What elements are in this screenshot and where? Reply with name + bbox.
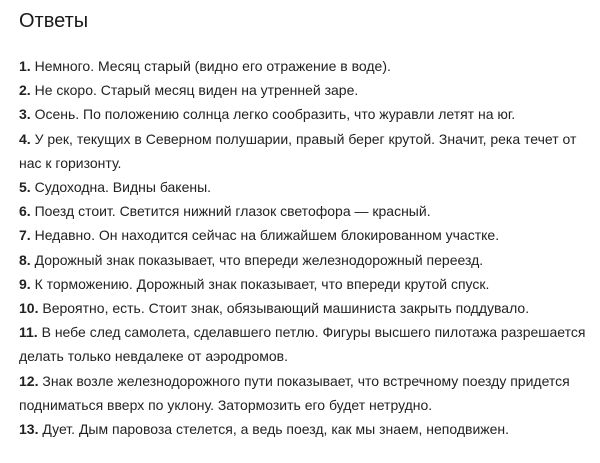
answer-text: Не скоро. Старый месяц виден на утренней заре. <box>30 82 359 99</box>
answer-text: Вероятно, есть. Стоит знак, обязывающий машиниста закрыть поддувало. <box>38 300 530 317</box>
answer-item-8 <box>19 248 586 272</box>
answer-item-5 <box>19 175 586 199</box>
answer-text: Недавно. Он находится сейчас на ближайшем блокированном участке. <box>30 227 500 244</box>
answer-number: 11. <box>19 324 38 341</box>
answer-number: 8. <box>19 251 31 268</box>
answer-text: Осень. По положению солнца легко сообразить, что журавли летят на юг. <box>30 106 516 123</box>
answer-text: Судоходна. Видны бакены. <box>30 179 212 196</box>
answer-item-12 <box>19 369 586 417</box>
answer-text: Дует. Дым паровоза стелется, а ведь поезд, как мы знаем, неподвижен. <box>38 421 510 438</box>
answer-item-11 <box>19 320 586 368</box>
answer-number: 10. <box>19 300 39 317</box>
answer-item-7 <box>19 223 586 247</box>
answers-list <box>19 54 586 441</box>
answer-item-4 <box>19 127 586 175</box>
answer-text: Знак возле железнодорожного пути показывает, что встречному поезду придется подниматься вверх по уклону. Затормозить его будет нетрудно. <box>19 372 570 413</box>
answer-text: Поезд стоит. Светится нижний глазок светофора — красный. <box>30 203 431 220</box>
answer-text: К торможению. Дорожный знак показывает, что впереди крутой спуск. <box>30 275 490 292</box>
answer-number: 9. <box>19 275 31 292</box>
answer-item-13 <box>19 417 586 441</box>
answer-number: 6. <box>19 203 31 220</box>
answer-number: 4. <box>19 130 31 147</box>
answer-number: 2. <box>19 82 31 99</box>
answer-number: 13. <box>19 421 39 438</box>
answer-number: 5. <box>19 179 31 196</box>
page-title: Ответы <box>19 10 89 32</box>
answer-number: 3. <box>19 106 31 123</box>
answer-item-3 <box>19 102 586 126</box>
answer-item-10 <box>19 296 586 320</box>
answer-number: 1. <box>19 58 31 74</box>
answer-number: 7. <box>19 227 31 244</box>
answer-text: Немного. Месяц старый (видно его отражение в воде). <box>30 58 391 74</box>
answer-text: Дорожный знак показывает, что впереди железнодорожный переезд. <box>30 251 484 268</box>
answer-item-1 <box>19 54 586 78</box>
answer-item-6 <box>19 199 586 223</box>
answer-text: В небе след самолета, сделавшего петлю. Фигуры высшего пилотажа разрешается делать только невдалеке от аэродромов. <box>19 324 586 365</box>
answer-item-2 <box>19 78 586 102</box>
answer-number: 12. <box>19 372 39 389</box>
answer-text: У рек, текущих в Северном полушарии, правый берег крутой. Значит, река течет от нас к горизонту. <box>19 130 577 171</box>
answer-item-9 <box>19 272 586 296</box>
